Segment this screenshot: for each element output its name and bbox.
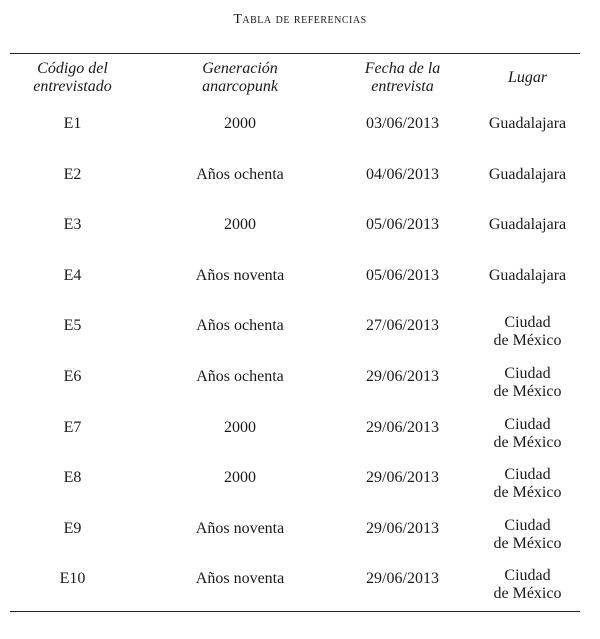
cell-generation: 2000 [224, 216, 256, 234]
table-row [10, 105, 580, 155]
cell-generation: Años ochenta [196, 368, 284, 385]
cell-code: E6 [63, 368, 82, 385]
cell-place: Guadalajara [488, 216, 567, 234]
cell-place: Guadalajara [488, 115, 567, 132]
cell-code: E10 [59, 570, 86, 588]
cell-date: 29/06/2013 [366, 368, 439, 385]
table-row [10, 358, 580, 408]
header-generation: Generación anarcopunk [202, 60, 278, 95]
cell-place: Ciudad de México [493, 365, 562, 400]
cell-generation: Años noventa [195, 519, 285, 537]
table-row [10, 156, 580, 206]
cell-generation: 2000 [224, 469, 256, 487]
cell-place: Ciudad de México [493, 314, 562, 350]
cell-generation: Años noventa [195, 570, 285, 588]
cell-date: 05/06/2013 [366, 216, 439, 234]
top-rule [10, 53, 580, 54]
table-row [10, 409, 580, 459]
cell-code: E8 [63, 469, 82, 487]
table-title: Tabla de referencias [233, 12, 367, 27]
cell-date: 29/06/2013 [366, 519, 439, 537]
table-row [10, 257, 580, 307]
cell-place: Ciudad de México [493, 516, 562, 552]
cell-code: E2 [63, 165, 82, 183]
cell-generation: Años ochenta [196, 165, 284, 183]
cell-date: 29/06/2013 [366, 570, 439, 588]
cell-place: Guadalajara [488, 165, 567, 183]
cell-date: 29/06/2013 [366, 418, 439, 436]
header-place: Lugar [507, 69, 548, 86]
cell-place: Ciudad de México [493, 466, 562, 502]
cell-date: 27/06/2013 [366, 317, 439, 335]
cell-place: Ciudad de México [493, 567, 562, 603]
table-row [10, 206, 580, 256]
table-row [10, 459, 580, 509]
cell-date: 03/06/2013 [366, 115, 439, 132]
cell-code: E3 [63, 216, 82, 234]
cell-code: E1 [63, 115, 82, 132]
table-row [10, 307, 580, 357]
cell-code: E7 [63, 418, 82, 436]
cell-code: E5 [63, 317, 82, 335]
table-row [10, 510, 580, 560]
header-code: Código del entrevistado [33, 60, 112, 95]
cell-place: Ciudad de México [493, 415, 562, 451]
cell-code: E4 [63, 266, 82, 284]
bottom-rule [10, 611, 580, 612]
cell-date: 29/06/2013 [366, 469, 439, 487]
cell-generation: 2000 [224, 115, 256, 132]
cell-generation: Años noventa [195, 266, 285, 284]
cell-date: 05/06/2013 [366, 266, 439, 284]
cell-generation: Años ochenta [196, 317, 284, 335]
table-header [10, 60, 580, 104]
table-row [10, 560, 580, 610]
cell-place: Guadalajara [488, 266, 567, 284]
cell-date: 04/06/2013 [366, 165, 439, 183]
header-date: Fecha de la entrevista [364, 60, 441, 95]
cell-code: E9 [63, 519, 82, 537]
cell-generation: 2000 [224, 418, 256, 436]
